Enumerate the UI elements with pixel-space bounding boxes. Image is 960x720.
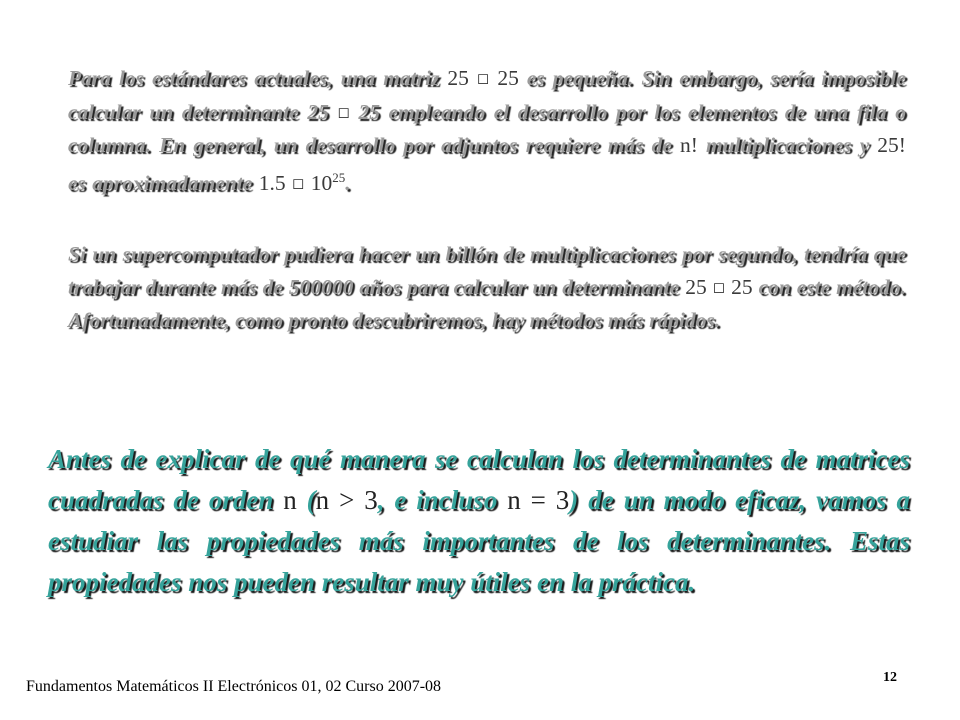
page-number: 12 [883,670,897,685]
text: Si un supercomputador pudiera hacer un billón de multiplicaciones por segundo, tendría que trabajar durante más de 500000 años para calcular un determinante [68,242,906,299]
math-n-factorial: n! [680,133,706,157]
math-n-gt-3: n > 3 [315,485,378,515]
text: ( [306,485,316,515]
paragraph-properties-intro [48,439,910,603]
missing-glyph-icon: ◻ [337,104,350,121]
text: Para los estándares actuales, una matriz [68,66,448,90]
math-exponent: 25 [332,169,346,185]
text: es aproximadamente [68,170,259,195]
math-1-5: 1.5 [258,170,292,195]
text: Antes de explicar de qué manera se calculan los determinantes de matrices cuadradas de orden [48,444,910,515]
math-25: 25 [447,66,477,90]
math-n: n [283,485,307,515]
math-25: 25 [489,66,527,90]
footer-course: Fundamentos Matemáticos II Electrónicos 01, 02 Curso 2007-08 [26,678,442,695]
text: ) de un modo eficaz, vamos a estudiar las propiedades más importantes de los determinantes. Estas propiedades nos pueden resultar muy útiles en la práctica. [48,485,910,597]
math-25-factorial: 25! [877,133,906,157]
paragraph-supercomputer [68,238,906,337]
missing-glyph-icon: ◻ [476,71,490,87]
text: , e incluso [377,485,508,515]
math-25: 25 [685,274,713,299]
text: 25 empleando el desarrollo por los elementos de una fila o columna. En general, un desarrollo por adjuntos requiere más de [68,99,906,157]
math-10: 10 [304,170,333,195]
text: . [345,170,351,195]
missing-glyph-icon: ◻ [712,279,726,296]
math-n-eq-3: n = 3 [507,485,570,515]
paragraph-matrix-size [68,62,906,200]
missing-glyph-icon: ◻ [291,175,305,192]
text: multiplicaciones y [705,133,878,157]
text: con este método. Afortunadamente, como pronto descubriremos, hay métodos más rápidos. [68,274,907,332]
math-25: 25 [725,274,759,299]
text: es pequeña. Sin embargo, sería imposible calcular un determinante 25 [68,66,907,124]
